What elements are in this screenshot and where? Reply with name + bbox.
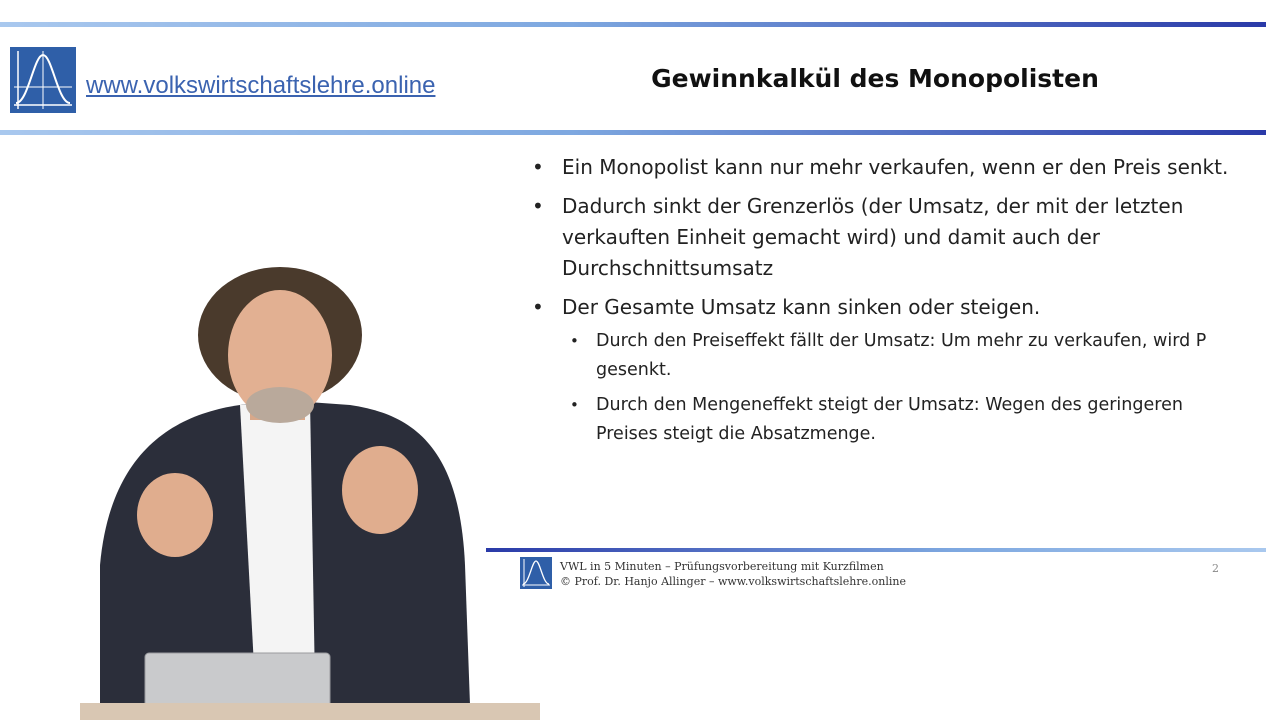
sub-bullet-list <box>560 327 1230 449</box>
header-bottom-rule <box>0 130 1266 135</box>
bullet-item: • Dadurch sinkt der Grenzerlös (der Umsatz, der mit der letzten verkauften Einheit gemacht wird) und damit auch der Durchschnittsumsatz <box>530 191 1230 284</box>
page-number: 2 <box>1212 562 1219 575</box>
footer-course-line: VWL in 5 Minuten – Prüfungsvorbereitung mit Kurzfilmen <box>560 560 884 573</box>
presenter-video-image <box>80 265 540 720</box>
bullet-text: Der Gesamte Umsatz kann sinken oder steigen. <box>562 295 1041 319</box>
bullet-list <box>530 152 1230 457</box>
bullet-item <box>530 292 1230 449</box>
bell-curve-logo-icon <box>10 47 76 113</box>
footer-copyright-line: © Prof. Dr. Hanjo Allinger – www.volkswirtschaftslehre.online <box>560 575 906 588</box>
sub-bullet-item: • Durch den Preiseffekt fällt der Umsatz: Um mehr zu verkaufen, wird P gesenkt. <box>560 327 1230 385</box>
header-top-rule <box>0 22 1266 27</box>
slide-title: Gewinnkalkül des Monopolisten <box>651 64 1099 93</box>
bullet-item: • Ein Monopolist kann nur mehr verkaufen, wenn er den Preis senkt. <box>530 152 1230 183</box>
site-url-link[interactable]: www.volkswirtschaftslehre.online <box>86 72 436 99</box>
footer-rule <box>486 548 1266 552</box>
sub-bullet-item: • Durch den Mengeneffekt steigt der Umsatz: Wegen des geringeren Preises steigt die Absatzmenge. <box>560 391 1230 449</box>
